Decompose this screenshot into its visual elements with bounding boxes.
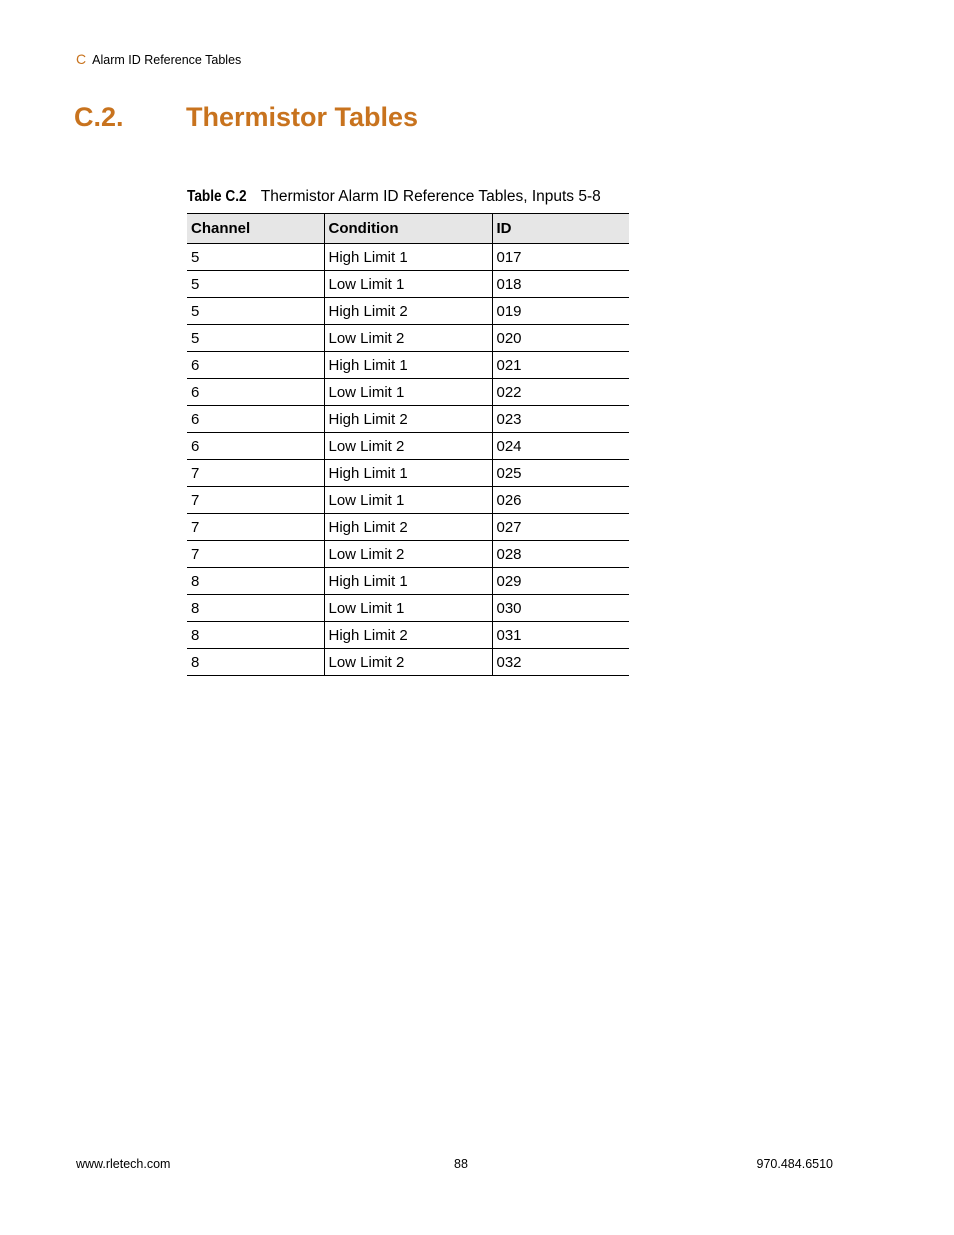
cell-id: 030	[492, 595, 629, 622]
table-row	[187, 649, 629, 676]
table-row	[187, 487, 629, 514]
table-row	[187, 379, 629, 406]
cell-channel: 6	[187, 352, 324, 379]
cell-condition: Low Limit 1	[324, 487, 492, 514]
table-row	[187, 622, 629, 649]
table-caption-text: Thermistor Alarm ID Reference Tables, Inputs 5-8	[260, 188, 601, 205]
section-heading	[74, 102, 418, 133]
table-row	[187, 325, 629, 352]
table-row	[187, 352, 629, 379]
cell-channel: 7	[187, 541, 324, 568]
table-row	[187, 271, 629, 298]
cell-condition: High Limit 2	[324, 406, 492, 433]
cell-channel: 7	[187, 460, 324, 487]
footer-phone: 970.484.6510	[756, 1157, 833, 1171]
chapter-title: Alarm ID Reference Tables	[92, 53, 242, 67]
cell-id: 018	[492, 271, 629, 298]
cell-condition: Low Limit 1	[324, 595, 492, 622]
cell-channel: 8	[187, 568, 324, 595]
cell-condition: High Limit 2	[324, 622, 492, 649]
cell-id: 021	[492, 352, 629, 379]
table-row	[187, 406, 629, 433]
cell-channel: 7	[187, 487, 324, 514]
column-header-condition: Condition	[324, 214, 492, 244]
cell-condition: Low Limit 2	[324, 325, 492, 352]
footer-page-number: 88	[454, 1157, 468, 1171]
cell-channel: 6	[187, 379, 324, 406]
cell-id: 022	[492, 379, 629, 406]
cell-condition: Low Limit 2	[324, 433, 492, 460]
cell-condition: Low Limit 2	[324, 541, 492, 568]
cell-id: 020	[492, 325, 629, 352]
cell-channel: 8	[187, 622, 324, 649]
table-row	[187, 595, 629, 622]
table-row	[187, 298, 629, 325]
cell-condition: Low Limit 2	[324, 649, 492, 676]
column-header-id: ID	[492, 214, 629, 244]
cell-condition: High Limit 2	[324, 298, 492, 325]
table-header-row	[187, 214, 629, 244]
running-header	[76, 51, 241, 67]
table-row	[187, 460, 629, 487]
cell-id: 023	[492, 406, 629, 433]
cell-condition: Low Limit 1	[324, 271, 492, 298]
cell-id: 031	[492, 622, 629, 649]
cell-id: 028	[492, 541, 629, 568]
cell-channel: 5	[187, 244, 324, 271]
cell-channel: 6	[187, 433, 324, 460]
cell-channel: 5	[187, 271, 324, 298]
cell-condition: High Limit 2	[324, 514, 492, 541]
cell-id: 024	[492, 433, 629, 460]
cell-channel: 7	[187, 514, 324, 541]
cell-channel: 5	[187, 298, 324, 325]
cell-id: 027	[492, 514, 629, 541]
cell-id: 019	[492, 298, 629, 325]
cell-channel: 6	[187, 406, 324, 433]
column-header-channel: Channel	[187, 214, 324, 244]
table-row	[187, 514, 629, 541]
footer-website: www.rletech.com	[76, 1157, 171, 1171]
section-number: C.2.	[74, 102, 124, 132]
cell-condition: High Limit 1	[324, 460, 492, 487]
cell-id: 017	[492, 244, 629, 271]
cell-id: 025	[492, 460, 629, 487]
cell-id: 032	[492, 649, 629, 676]
table-row	[187, 244, 629, 271]
cell-channel: 8	[187, 649, 324, 676]
table-caption-label: Table C.2	[187, 188, 247, 205]
table-row	[187, 568, 629, 595]
alarm-id-table	[187, 213, 629, 676]
cell-condition: High Limit 1	[324, 568, 492, 595]
table-row	[187, 433, 629, 460]
table-row	[187, 541, 629, 568]
table-body	[187, 244, 629, 676]
chapter-letter: C	[76, 51, 87, 67]
cell-channel: 8	[187, 595, 324, 622]
cell-condition: High Limit 1	[324, 352, 492, 379]
table-caption	[187, 188, 601, 206]
section-title: Thermistor Tables	[186, 102, 419, 132]
cell-condition: Low Limit 1	[324, 379, 492, 406]
cell-id: 029	[492, 568, 629, 595]
cell-channel: 5	[187, 325, 324, 352]
cell-condition: High Limit 1	[324, 244, 492, 271]
cell-id: 026	[492, 487, 629, 514]
